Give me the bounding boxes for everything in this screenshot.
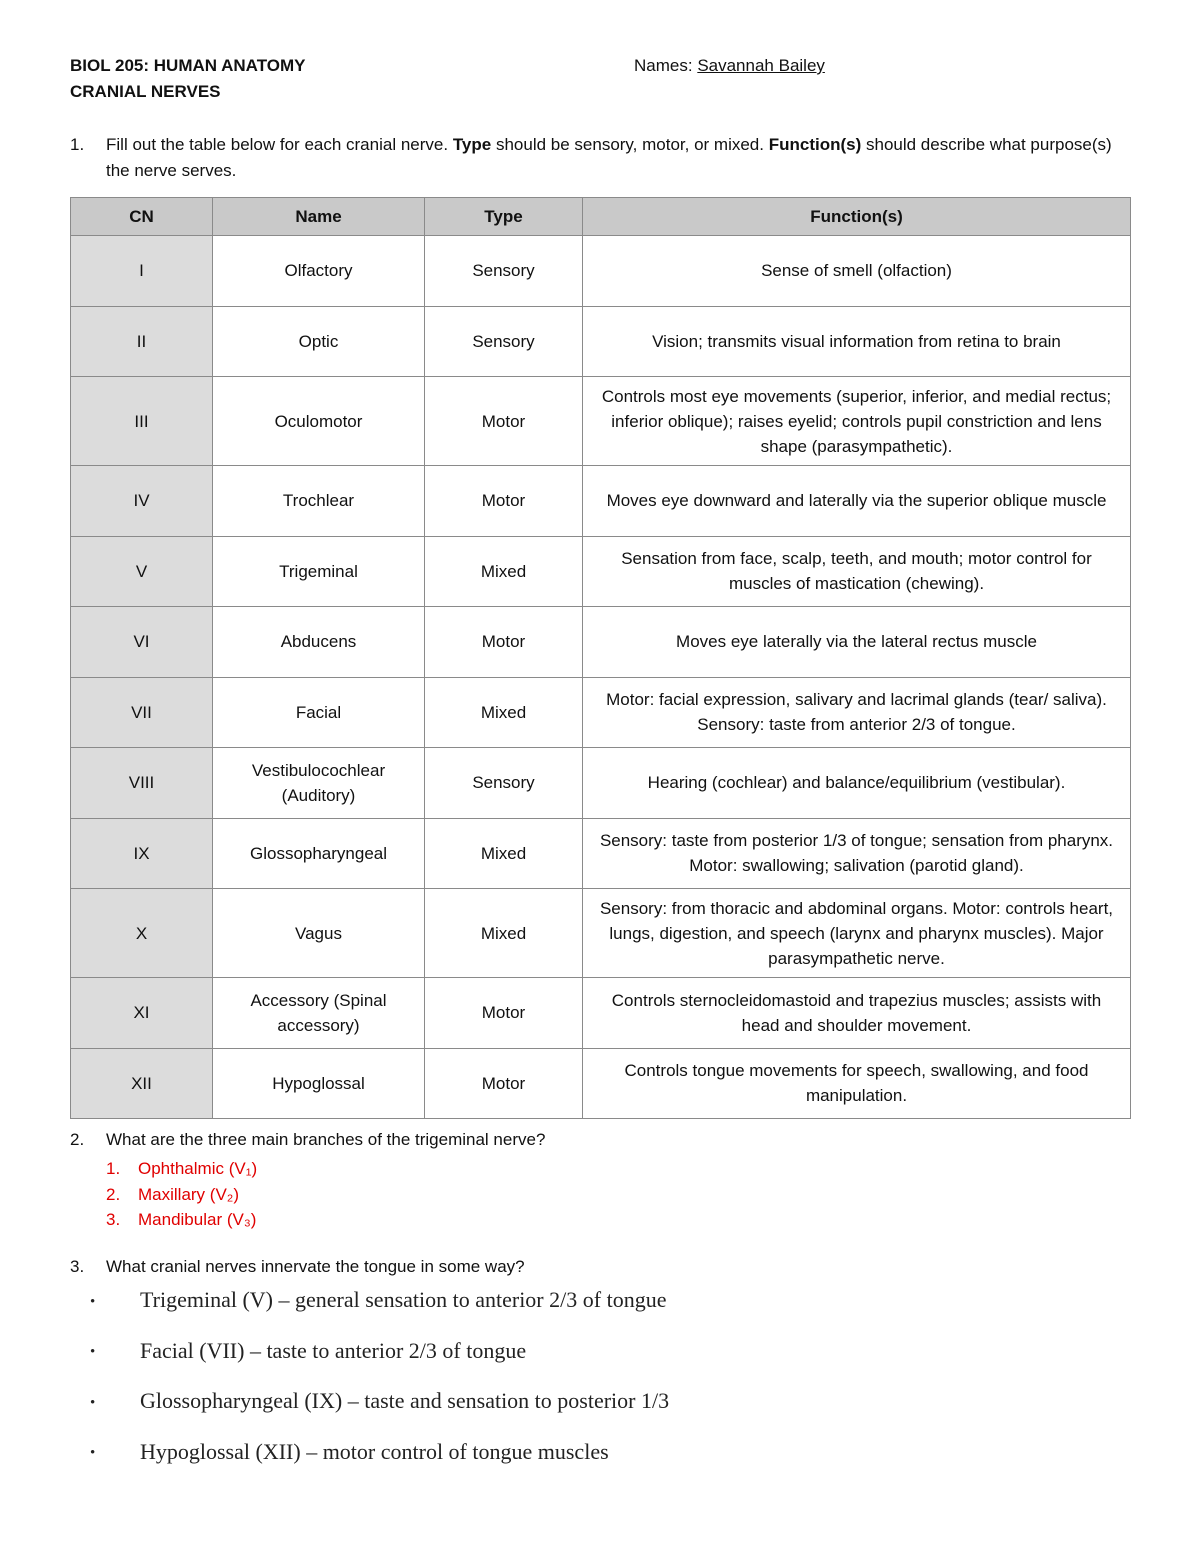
cell-cn: XI	[71, 978, 213, 1049]
table-row	[71, 536, 1131, 607]
topic-title: CRANIAL NERVES	[70, 82, 221, 101]
cell-function: Hearing (cochlear) and balance/equilibrium (vestibular).	[583, 748, 1131, 819]
q1-text-b: should be sensory, motor, or mixed.	[491, 135, 769, 154]
names-line	[634, 56, 825, 76]
question-3	[70, 1257, 525, 1277]
tongue-nerves-list	[90, 1285, 669, 1487]
cell-cn: VII	[71, 677, 213, 748]
table-row	[71, 377, 1131, 466]
cell-name: Vagus	[213, 889, 425, 978]
table-header-row	[71, 198, 1131, 236]
cell-function: Sensory: taste from posterior 1/3 of tongue; sensation from pharynx. Motor: swallowing; salivation (parotid gland).	[583, 818, 1131, 889]
cell-name: Vestibulocochlear (Auditory)	[213, 748, 425, 819]
cell-name: Glossopharyngeal	[213, 818, 425, 889]
cell-name: Facial	[213, 677, 425, 748]
cell-type: Sensory	[425, 748, 583, 819]
question-number: 1.	[70, 135, 85, 154]
student-name: Savannah Bailey	[697, 56, 825, 75]
list-item	[90, 1386, 669, 1437]
q1-bold-function: Function(s)	[768, 135, 862, 154]
cell-name: Trigeminal	[213, 536, 425, 607]
cell-cn: I	[71, 236, 213, 307]
list-item	[90, 1437, 669, 1488]
cell-type: Mixed	[425, 536, 583, 607]
question-1	[70, 132, 1130, 180]
table-row	[71, 236, 1131, 307]
table-row	[71, 978, 1131, 1049]
cell-type: Motor	[425, 377, 583, 466]
cell-function: Controls sternocleidomastoid and trapezius muscles; assists with head and shoulder movement.	[583, 978, 1131, 1049]
cell-function: Vision; transmits visual information from retina to brain	[583, 306, 1131, 377]
table-row	[71, 1048, 1131, 1119]
cell-cn: III	[71, 377, 213, 466]
header-type: Type	[425, 198, 583, 236]
table-row	[71, 466, 1131, 537]
cell-name: Accessory (Spinal accessory)	[213, 978, 425, 1049]
cell-cn: VIII	[71, 748, 213, 819]
cell-function: Motor: facial expression, salivary and lacrimal glands (tear/ saliva). Sensory: taste from anterior 2/3 of tongue.	[583, 677, 1131, 748]
cell-cn: X	[71, 889, 213, 978]
cell-cn: XII	[71, 1048, 213, 1119]
item-text: Hypoglossal (XII) – motor control of tongue muscles	[140, 1438, 609, 1464]
cell-name: Optic	[213, 306, 425, 377]
course-title: BIOL 205: HUMAN ANATOMY	[70, 56, 306, 75]
cell-type: Motor	[425, 1048, 583, 1119]
cell-cn: V	[71, 536, 213, 607]
cell-cn: VI	[71, 607, 213, 678]
cell-cn: II	[71, 306, 213, 377]
item-number: 3.	[106, 1210, 121, 1229]
list-item	[90, 1285, 669, 1336]
cell-function: Moves eye downward and laterally via the superior oblique muscle	[583, 466, 1131, 537]
cell-type: Sensory	[425, 306, 583, 377]
bullet-icon: •	[90, 1445, 96, 1462]
question-text: What are the three main branches of the trigeminal nerve?	[106, 1130, 546, 1149]
item-text: Trigeminal (V) – general sensation to anterior 2/3 of tongue	[140, 1287, 667, 1312]
item-text: Ophthalmic (V₁)	[138, 1159, 258, 1178]
cell-function: Sense of smell (olfaction)	[583, 236, 1131, 307]
cell-function: Sensation from face, scalp, teeth, and mouth; motor control for muscles of mastication (chewing).	[583, 536, 1131, 607]
cell-name: Oculomotor	[213, 377, 425, 466]
table-row	[71, 748, 1131, 819]
table-row	[71, 677, 1131, 748]
cell-type: Mixed	[425, 677, 583, 748]
item-text: Glossopharyngeal (IX) – taste and sensation to posterior 1/3	[140, 1388, 670, 1413]
cell-type: Mixed	[425, 818, 583, 889]
cranial-nerve-table	[70, 197, 1131, 1119]
list-item	[106, 1156, 257, 1182]
item-number: 1.	[106, 1159, 121, 1178]
table-row	[71, 818, 1131, 889]
question-text: What cranial nerves innervate the tongue in some way?	[106, 1257, 525, 1276]
list-item	[106, 1207, 257, 1233]
q1-text-a: Fill out the table below for each cranial nerve.	[106, 135, 453, 154]
cell-type: Motor	[425, 466, 583, 537]
cell-type: Sensory	[425, 236, 583, 307]
cell-name: Olfactory	[213, 236, 425, 307]
header-name: Name	[213, 198, 425, 236]
item-text: Mandibular (V₃)	[138, 1210, 257, 1229]
names-label: Names:	[634, 56, 693, 75]
bullet-icon: •	[90, 1344, 96, 1361]
cell-function: Moves eye laterally via the lateral rectus muscle	[583, 607, 1131, 678]
cell-cn: IX	[71, 818, 213, 889]
item-text: Maxillary (V₂)	[138, 1184, 240, 1204]
header-function: Function(s)	[583, 198, 1131, 236]
cell-function: Sensory: from thoracic and abdominal organs. Motor: controls heart, lungs, digestion, and speech (larynx and pharynx muscles). Major parasympathetic nerve.	[583, 889, 1131, 978]
list-item	[90, 1336, 669, 1387]
table-row	[71, 306, 1131, 377]
item-number: 2.	[106, 1184, 121, 1204]
question-number: 2.	[70, 1130, 85, 1149]
cell-name: Abducens	[213, 607, 425, 678]
cell-name: Trochlear	[213, 466, 425, 537]
q1-bold-type: Type	[452, 135, 492, 154]
header-cn: CN	[71, 198, 213, 236]
cell-cn: IV	[71, 466, 213, 537]
list-item	[106, 1182, 257, 1208]
cell-type: Motor	[425, 607, 583, 678]
table-row	[71, 607, 1131, 678]
cell-function: Controls most eye movements (superior, inferior, and medial rectus; inferior oblique); raises eyelid; controls pupil constriction and lens shape (parasympathetic).	[583, 377, 1131, 466]
cell-name: Hypoglossal	[213, 1048, 425, 1119]
cell-function: Controls tongue movements for speech, swallowing, and food manipulation.	[583, 1048, 1131, 1119]
cell-type: Motor	[425, 978, 583, 1049]
cell-type: Mixed	[425, 889, 583, 978]
question-2	[70, 1130, 545, 1150]
question-text	[106, 132, 1130, 184]
q1-text-c: should describe what purpose(s) the nerve serves.	[106, 135, 1112, 180]
bullet-icon: •	[90, 1293, 96, 1310]
table-row	[71, 889, 1131, 978]
question-number: 3.	[70, 1257, 85, 1276]
trigeminal-branches-list	[106, 1156, 257, 1233]
item-text: Facial (VII) – taste to anterior 2/3 of tongue	[140, 1337, 527, 1363]
bullet-icon: •	[90, 1394, 96, 1411]
